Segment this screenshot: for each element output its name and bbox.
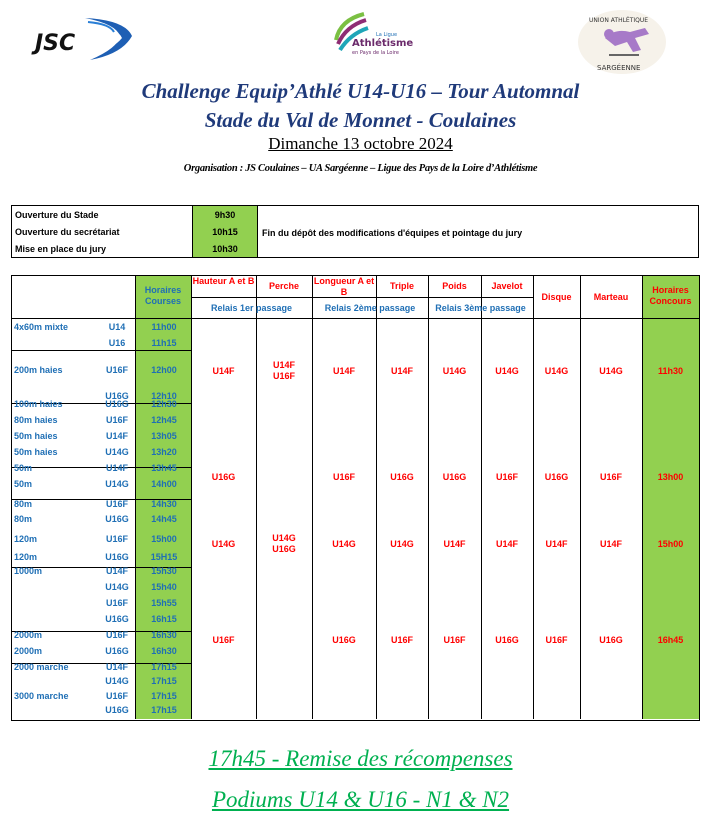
- field-poids-block: U16G: [442, 472, 467, 482]
- race-time: 16h15: [151, 614, 177, 624]
- field-marteau-block: U14F: [599, 539, 622, 549]
- col-divider: [580, 276, 581, 719]
- race-event-name: 2000m: [14, 646, 43, 656]
- field-poids-block: U14F: [443, 539, 466, 549]
- race-category: U16G: [105, 391, 129, 401]
- race-time: 14h00: [151, 479, 177, 489]
- col-divider: [428, 276, 429, 719]
- header-disque: Disque: [541, 292, 572, 302]
- field-concours-block: 15h00: [657, 539, 684, 549]
- race-time: 16h30: [151, 630, 177, 640]
- header-relais-2: Relais 2ème passage: [324, 303, 416, 313]
- race-category: U14G: [105, 447, 129, 457]
- awards-ceremony: 17h45 - Remise des récompenses: [208, 746, 513, 771]
- header-hauteur: Hauteur A et B: [192, 276, 255, 286]
- concours-green-column: [642, 276, 699, 719]
- field-perche-block: U14G U16G: [272, 533, 296, 554]
- race-category: U16F: [105, 415, 128, 425]
- field-triple-block: U16F: [390, 635, 413, 645]
- race-event-name: 2000 marche: [14, 662, 69, 672]
- info-label-stade: Ouverture du Stade: [15, 210, 99, 220]
- info-time-stade: 9h30: [214, 210, 236, 220]
- field-longueur-block: U14G: [332, 539, 356, 549]
- race-category: U16G: [105, 399, 129, 409]
- race-event-name: 120m: [14, 552, 38, 562]
- race-time: 17h15: [151, 691, 177, 701]
- race-time: 15h55: [151, 598, 177, 608]
- organisation-line: Organisation : JS Coulaines – UA Sargéenne – Ligue des Pays de la Loire d’Athlétisme: [183, 163, 538, 174]
- race-event-name: 3000 marche: [14, 691, 69, 701]
- field-poids-block: U14G: [442, 366, 467, 376]
- field-disque-block: U16G: [544, 472, 569, 482]
- race-event-name: 80m: [14, 499, 33, 509]
- info-note: Fin du dépôt des modifications d'équipes et pointage du jury: [262, 228, 523, 238]
- race-event-name: 50m: [14, 463, 33, 473]
- field-hauteur-block: U14G: [211, 539, 236, 549]
- race-category: U14F: [105, 431, 128, 441]
- race-category: U14F: [105, 463, 128, 473]
- group-line: [12, 350, 191, 351]
- field-marteau-block: U14G: [599, 366, 623, 376]
- field-disque-block: U14F: [545, 539, 568, 549]
- field-triple-block: U16G: [390, 472, 414, 482]
- race-time: 12h00: [151, 365, 177, 375]
- col-divider: [642, 276, 643, 719]
- race-category: U14F: [105, 566, 128, 576]
- info-time-secretariat: 10h15: [212, 227, 238, 237]
- ua-sargeenne-logo: [575, 8, 670, 76]
- field-concours-block: 13h00: [657, 472, 684, 482]
- ligue-logo-line2: Athlétisme: [352, 38, 414, 49]
- race-category: U16G: [105, 552, 129, 562]
- race-category: U16F: [105, 534, 128, 544]
- race-event-name: 50m haies: [14, 447, 58, 457]
- header-marteau: Marteau: [593, 292, 629, 302]
- race-time: 17h15: [151, 705, 177, 715]
- field-javelot-block: U16G: [495, 635, 519, 645]
- podiums-line: Podiums U14 & U16 - N1 & N2: [211, 787, 510, 812]
- field-javelot-block: U14G: [495, 366, 519, 376]
- race-event-name: 2000m: [14, 630, 43, 640]
- jsc-logo: [30, 14, 140, 62]
- race-time: 16h30: [151, 646, 177, 656]
- header-longueur: Longueur A et B: [313, 276, 375, 297]
- col-divider: [312, 276, 313, 719]
- race-category: U14G: [105, 676, 129, 686]
- race-event-name: 100m haies: [14, 399, 63, 409]
- race-time: 15h30: [151, 566, 177, 576]
- event-title: Challenge Equip’Athlé U14-U16 – Tour Automnal: [141, 79, 580, 103]
- header-javelot: Javelot: [491, 281, 523, 291]
- race-category: U14G: [105, 582, 129, 592]
- race-category: U14G: [105, 479, 129, 489]
- header-relais-3: Relais 3ème passage: [435, 303, 526, 313]
- race-time: 15h40: [151, 582, 177, 592]
- race-time: 13h05: [151, 431, 177, 441]
- field-longueur-block: U16G: [332, 635, 356, 645]
- header-relais-1: Relais 1er passage: [210, 303, 293, 313]
- header-horaires-concours: Horaires Concours: [649, 285, 692, 306]
- race-category: U16G: [105, 514, 129, 524]
- field-concours-block: 11h30: [657, 366, 684, 376]
- jsc-logo-text: JSC: [35, 31, 76, 56]
- race-category: U16F: [105, 365, 128, 375]
- ligue-logo: [330, 10, 415, 65]
- field-marteau-block: U16F: [599, 472, 622, 482]
- field-triple-block: U14F: [390, 366, 413, 376]
- ligue-logo-line3: en Pays de la Loire: [352, 50, 399, 56]
- race-category: U16: [108, 338, 126, 348]
- field-longueur-block: U14F: [332, 366, 355, 376]
- race-event-name: 1000m: [14, 566, 43, 576]
- header-horaires-courses: Horaires Courses: [144, 285, 182, 306]
- col-divider: [481, 276, 482, 719]
- info-label-jury: Mise en place du jury: [15, 244, 107, 254]
- race-category: U16G: [105, 705, 129, 715]
- race-category: U16F: [105, 630, 128, 640]
- col-divider: [533, 276, 534, 719]
- field-disque-block: U14G: [544, 366, 569, 376]
- field-triple-block: U14G: [390, 539, 414, 549]
- header-bottom-line: [12, 318, 699, 319]
- header-triple: Triple: [389, 281, 414, 291]
- race-category: U16F: [105, 598, 128, 608]
- opening-times-table: [11, 205, 699, 258]
- field-javelot-block: U14F: [495, 539, 518, 549]
- race-time: 13h45: [151, 463, 177, 473]
- race-time: 15h00: [151, 534, 177, 544]
- race-category: U16G: [105, 646, 129, 656]
- race-category: U16G: [105, 614, 129, 624]
- race-time: 13h20: [151, 447, 177, 457]
- race-time: 14h30: [151, 499, 177, 509]
- field-longueur-block: U16F: [332, 472, 355, 482]
- race-time: 11h15: [151, 338, 177, 348]
- race-event-name: 120m: [14, 534, 38, 544]
- race-category: U14F: [105, 662, 128, 672]
- field-poids-block: U16F: [443, 635, 466, 645]
- race-event-name: 80m haies: [14, 415, 58, 425]
- ua-logo-bottom: SARGÉENNE: [597, 64, 641, 72]
- race-event-name: 80m: [14, 514, 33, 524]
- race-time: 17h15: [151, 676, 177, 686]
- race-time: 17h15: [151, 662, 177, 672]
- event-date-text: Dimanche 13 octobre 2024: [268, 134, 453, 153]
- field-hauteur-block: U14F: [212, 366, 235, 376]
- header-perche: Perche: [268, 281, 300, 291]
- race-time: 15H15: [150, 552, 178, 562]
- info-time-jury: 10h30: [212, 244, 238, 254]
- field-hauteur-block: U16F: [212, 635, 235, 645]
- race-event-name: 50m: [14, 479, 33, 489]
- race-event-name: 4x60m mixte: [14, 322, 69, 332]
- race-event-name: 200m haies: [14, 365, 63, 375]
- schedule-table: [11, 275, 700, 721]
- field-perche-block: U14F U16F: [272, 360, 295, 381]
- field-hauteur-block: U16G: [211, 472, 236, 482]
- ua-logo-top: UNION ATHLÉTIQUE: [589, 17, 649, 24]
- col-divider: [376, 276, 377, 719]
- ligue-logo-line1: La Ligue: [376, 32, 398, 38]
- race-category: U16F: [105, 691, 128, 701]
- header-poids: Poids: [442, 281, 467, 291]
- race-event-name: 50m haies: [14, 431, 58, 441]
- race-category: U16F: [105, 499, 128, 509]
- venue-title: Stade du Val de Monnet - Coulaines: [204, 108, 517, 132]
- race-time: 11h00: [151, 322, 177, 332]
- field-concours-block: 16h45: [657, 635, 684, 645]
- col-divider: [256, 276, 257, 719]
- field-disque-block: U16F: [545, 635, 568, 645]
- info-label-secretariat: Ouverture du secrétariat: [15, 227, 120, 237]
- race-time: 12h10: [151, 391, 177, 401]
- field-javelot-block: U16F: [495, 472, 518, 482]
- race-category: U14: [108, 322, 126, 332]
- race-time: 12h45: [151, 415, 177, 425]
- field-marteau-block: U16G: [599, 635, 623, 645]
- race-time: 12h30: [151, 399, 177, 409]
- event-date: [0, 134, 721, 154]
- race-time: 14h45: [151, 514, 177, 524]
